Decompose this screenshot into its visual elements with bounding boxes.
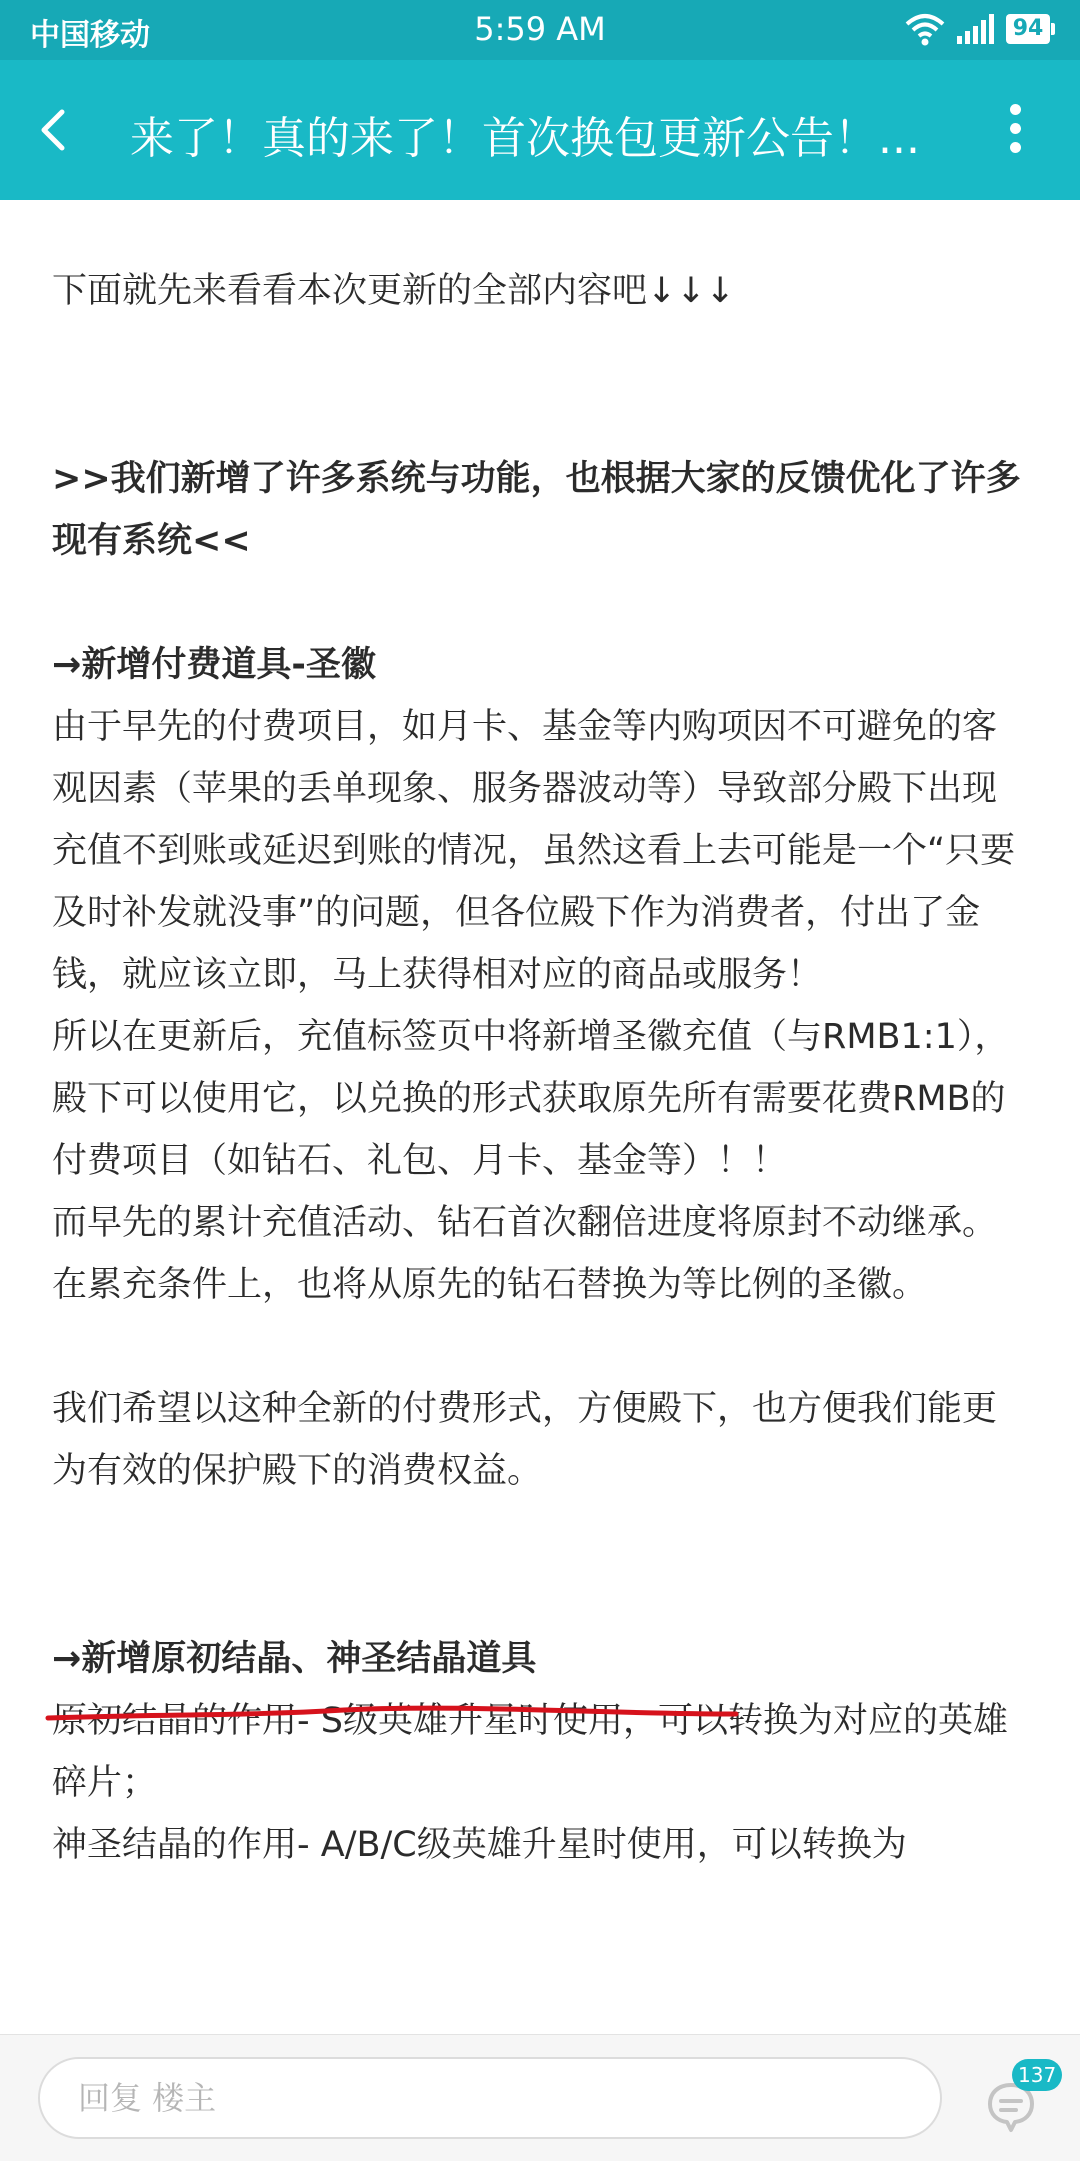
item1-paragraph-3: 而早先的累计充值活动、钻石首次翻倍进度将原封不动继承。在累充条件上，也将从原先的钻石替换为等比例的圣徽。 (52, 1203, 998, 1305)
post-body (52, 200, 1028, 1876)
more-options-icon[interactable] (1000, 104, 1030, 158)
reply-input[interactable]: 回复 楼主 (38, 2057, 942, 2139)
status-bar (0, 0, 1080, 60)
wifi-icon (905, 12, 945, 46)
comment-count-badge: 137 (1012, 2059, 1062, 2091)
reply-bar (0, 2034, 1080, 2161)
item2-paragraph-1: 原初结晶的作用- S级英雄升星时使用，可以转换为对应的英雄碎片； (52, 1701, 1008, 1803)
item1-paragraph-2: 所以在更新后，充值标签页中将新增圣徽充值（与RMB1:1），殿下可以使用它，以兑换的形式获取原先所有需要花费RMB的付费项目（如钻石、礼包、月卡、基金等）！！ (52, 1017, 1010, 1181)
intro-text: 下面就先来看看本次更新的全部内容吧↓↓↓ (52, 271, 735, 311)
item1-title: →新增付费道具-圣徽 (52, 645, 376, 685)
item1-paragraph-4: 我们希望以这种全新的付费形式，方便殿下，也方便我们能更为有效的保护殿下的消费权益。 (52, 1389, 998, 1491)
battery-indicator: 94 (1006, 14, 1050, 44)
item1-paragraph-1: 由于早先的付费项目，如月卡、基金等内购项因不可避免的客观因素（苹果的丢单现象、服务器波动等）导致部分殿下出现充值不到账或延迟到账的情况，虽然这看上去可能是一个“只要及时补发就没事”的问题，但各位殿下作为消费者，付出了金钱，就应该立即，马上获得相对应的商品或服务！ (52, 707, 1016, 995)
page-title: 来了！真的来了！首次换包更新公告！... (130, 113, 920, 164)
carrier-name: 中国移动 (30, 18, 150, 53)
item2-title: →新增原初结晶、神圣结晶道具 (52, 1639, 537, 1679)
app-bar (0, 60, 1080, 200)
signal-icon (955, 14, 995, 44)
item2-paragraph-2: 神圣结晶的作用- A/B/C级英雄升星时使用，可以转换为 (52, 1825, 907, 1865)
red-underline-mark (44, 1700, 744, 1730)
clock: 5:59 AM (474, 10, 606, 48)
back-arrow-icon[interactable] (30, 102, 80, 158)
section-header: >>我们新增了许多系统与功能，也根据大家的反馈优化了许多现有系统<< (52, 459, 1021, 561)
